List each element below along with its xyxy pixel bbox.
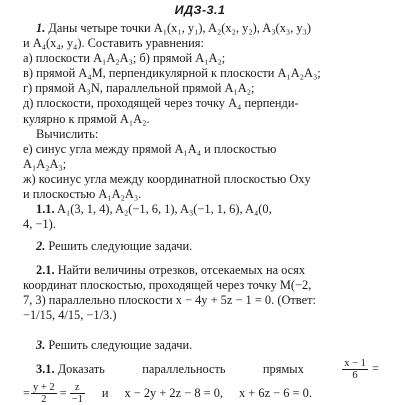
problem-3-header-text: Решить следующие задачи. bbox=[48, 338, 193, 352]
fraction-denominator: 6 bbox=[352, 370, 358, 382]
equals-sign: = bbox=[59, 386, 67, 401]
variant-1-1 bbox=[23, 202, 379, 217]
fraction-denominator: 2 bbox=[41, 394, 47, 405]
equation-part bbox=[341, 358, 379, 381]
problem-1 bbox=[23, 21, 379, 232]
problem-3-1-word: параллельность bbox=[142, 362, 226, 377]
problem-1-item-e-cont: A₁A₂A₃; bbox=[23, 156, 67, 171]
problem-2-header bbox=[23, 239, 379, 254]
fraction-numerator: x − 1 bbox=[344, 358, 366, 370]
problem-1-item-d: д) плоскости, проходящей через точку A₄ перпенди- bbox=[23, 96, 299, 111]
problem-3-1-lead bbox=[23, 362, 105, 377]
problem-1-item-zh: ж) косинус угла между координатной плоскостью Oxy bbox=[23, 171, 311, 186]
fraction-z bbox=[70, 382, 85, 405]
conjunction: и bbox=[101, 386, 109, 401]
problem-2-1-line: 7, 3) параллельно плоскости x − 4y + 5z − 1 = 0. (Ответ: bbox=[23, 293, 316, 308]
problem-1-item-e: е) синус угла между прямой A₁A₄ и плоскостью bbox=[23, 141, 277, 156]
problem-1-item-g: г) прямой A₃N, параллельной прямой A₁A₂; bbox=[23, 81, 255, 96]
problem-1-item-d-cont: кулярно к прямой A₁A₂. bbox=[23, 111, 150, 126]
problem-1-compute-label: Вычислить: bbox=[36, 126, 99, 141]
fraction-numerator: y + 2 bbox=[33, 382, 55, 394]
problem-2-1 bbox=[23, 263, 379, 278]
problem-1-text: Даны четыре точки A₁(x₁, y₁), A₂(x₂, y₂), A₃(x₃, y₃) bbox=[48, 21, 312, 35]
variant-points: A₁(3, 1, 4), A₂(−1, 6, 1), A₃(−1, 1, 6), A₄(0, bbox=[57, 202, 272, 217]
problem-3-1-line1 bbox=[23, 358, 379, 381]
problem-1-item-v: в) прямой A₄M, перпендикулярной к плоскости A₁A₂A₃; bbox=[23, 66, 321, 81]
equals-sign: = bbox=[23, 386, 30, 401]
fraction-x bbox=[342, 358, 368, 381]
problem-3-header bbox=[23, 338, 379, 353]
equals-sign: = bbox=[371, 361, 379, 376]
problem-3 bbox=[23, 338, 379, 405]
equation-1: x − 2y + 2z − 8 = 0, bbox=[124, 386, 223, 401]
problem-1-item-a: а) плоскости A₁A₂A₃; б) прямой A₁A₂; bbox=[23, 51, 226, 66]
document-title: ИДЗ-3.1 bbox=[174, 3, 226, 17]
problem-1-line bbox=[23, 21, 379, 36]
equation-2: x + 6z − 6 = 0. bbox=[239, 386, 312, 401]
problem-2 bbox=[23, 239, 379, 323]
problem-2-1-line: координат плоскостью, проходящей через точку M(−2, bbox=[23, 278, 312, 293]
problem-2-header-text: Решить следующие задачи. bbox=[48, 239, 193, 253]
variant-1-1-cont: 4, −1). bbox=[23, 217, 56, 232]
problem-3-1-number: 3.1. bbox=[36, 362, 55, 377]
problem-2-1-number: 2.1. bbox=[36, 263, 55, 278]
problem-2-1-text: Найти величины отрезков, отсекаемых на осях bbox=[57, 263, 306, 278]
problem-1-line: и A₄(x₄, y₄). Составить уравнения: bbox=[23, 36, 204, 51]
problem-3-number: 3. bbox=[36, 338, 46, 352]
problem-2-1-answer: −1/15, 4/15, −1/3.) bbox=[23, 308, 117, 323]
problem-1-number: 1. bbox=[36, 21, 46, 35]
fraction-y bbox=[31, 382, 57, 405]
fraction-numerator: z bbox=[70, 382, 85, 394]
problem-3-1-line2 bbox=[23, 382, 379, 405]
problem-3-1-word: Доказать bbox=[57, 362, 105, 377]
problem-1-item-zh-cont: и плоскостью A₁A₂A₃. bbox=[23, 187, 142, 202]
variant-number: 1.1. bbox=[36, 202, 55, 217]
problem-3-1-word: прямых bbox=[262, 362, 304, 377]
problem-2-number: 2. bbox=[36, 239, 46, 253]
fraction-denominator: −1 bbox=[71, 394, 83, 405]
